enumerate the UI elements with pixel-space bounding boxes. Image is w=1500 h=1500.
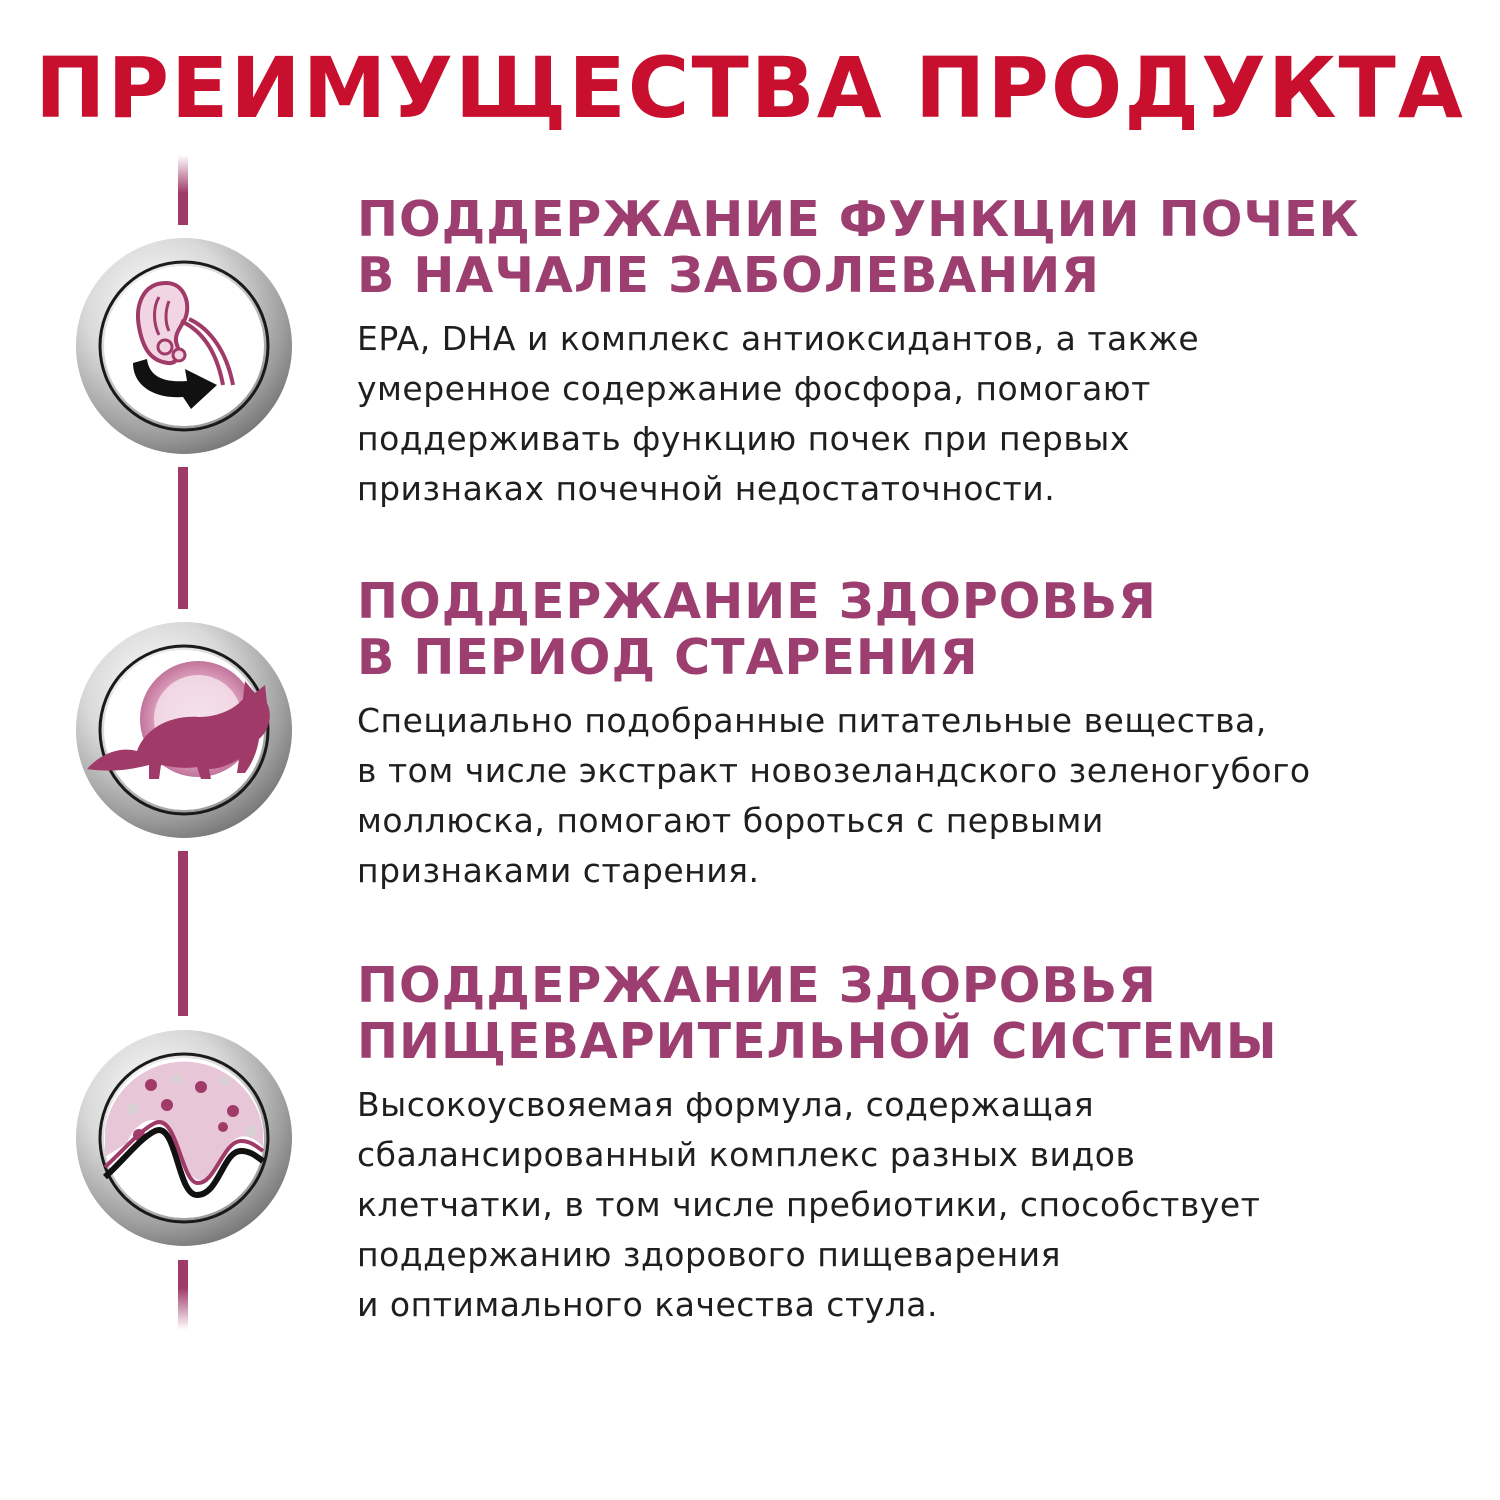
benefit-text-line: моллюска, помогают бороться с первыми <box>357 801 1104 840</box>
page-title: ПРЕИМУЩЕСТВА ПРОДУКТА <box>35 39 1465 137</box>
benefit-text-line: Специально подобранные питательные вещества, <box>357 701 1267 740</box>
benefit-text-line: EPA, DHA и комплекс антиоксидантов, а также <box>357 319 1200 358</box>
benefit-digestion <box>357 958 1467 1330</box>
benefit-text-line: в том числе экстракт новозеландского зеленогубого <box>357 751 1311 790</box>
benefit-title-line: В НАЧАЛЕ ЗАБОЛЕВАНИЯ <box>357 247 1101 304</box>
benefit-description <box>357 696 1467 896</box>
timeline-segment <box>178 467 188 609</box>
benefit-title-line: ПОДДЕРЖАНИЕ ЗДОРОВЬЯ <box>357 573 1157 630</box>
benefit-text-line: Высокоусвояемая формула, содержащая <box>357 1085 1095 1124</box>
benefit-text-line: клетчатки, в том числе пребиотики, способствует <box>357 1185 1261 1224</box>
benefit-title-line: ПОДДЕРЖАНИЕ ЗДОРОВЬЯ <box>357 957 1157 1014</box>
benefit-text-line: сбалансированный комплекс разных видов <box>357 1135 1136 1174</box>
benefit-title <box>357 958 1467 1070</box>
senior-cat-badge <box>73 619 295 841</box>
benefit-text-line: признаками старения. <box>357 851 760 890</box>
timeline-segment <box>178 851 188 1016</box>
benefit-text-line: и оптимального качества стула. <box>357 1285 938 1324</box>
digestive-badge <box>73 1027 295 1249</box>
benefit-aging <box>357 574 1467 896</box>
benefit-title-line: В ПЕРИОД СТАРЕНИЯ <box>357 629 979 686</box>
benefit-text-line: поддержанию здорового пищеварения <box>357 1235 1061 1274</box>
benefit-text-line: поддерживать функцию почек при первых <box>357 419 1130 458</box>
kidney-icon <box>73 235 295 457</box>
benefit-description <box>357 314 1467 514</box>
senior-cat-icon <box>73 619 295 841</box>
benefit-text-line: умеренное содержание фосфора, помогают <box>357 369 1151 408</box>
benefit-description <box>357 1080 1467 1330</box>
digestive-system-icon <box>73 1027 295 1249</box>
benefit-title <box>357 574 1467 686</box>
benefit-text-line: признаках почечной недостаточности. <box>357 469 1056 508</box>
timeline-segment <box>178 1260 188 1330</box>
kidney-badge <box>73 235 295 457</box>
benefit-title-line: ПОДДЕРЖАНИЕ ФУНКЦИИ ПОЧЕК <box>357 191 1360 248</box>
benefit-title <box>357 192 1467 304</box>
benefit-title-line: ПИЩЕВАРИТЕЛЬНОЙ СИСТЕМЫ <box>357 1013 1278 1070</box>
benefit-kidney <box>357 192 1467 514</box>
timeline-segment <box>178 155 188 225</box>
